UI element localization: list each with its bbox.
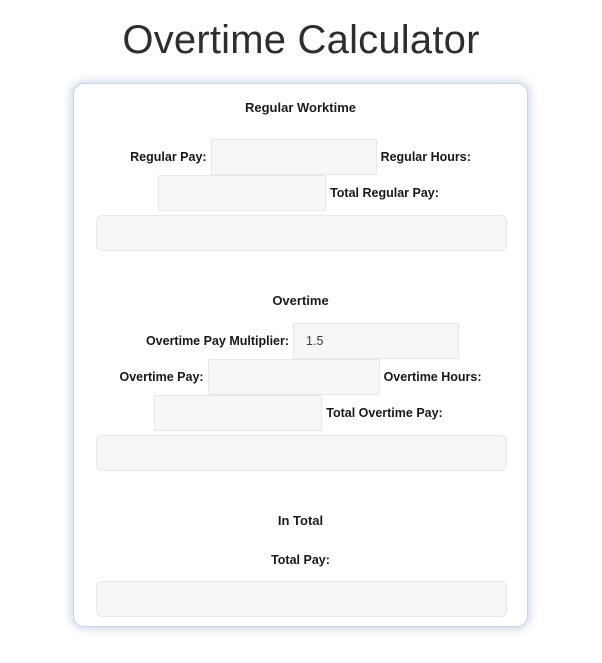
- total-pay-label: Total Pay:: [271, 553, 330, 567]
- overtime-hours-input[interactable]: [154, 395, 322, 431]
- overtime-pay-multiplier-label: Overtime Pay Multiplier:: [145, 334, 290, 348]
- spacer: [96, 251, 505, 291]
- overtime-pay-multiplier-input[interactable]: [293, 323, 459, 359]
- total-regular-pay-label: Total Regular Pay:: [330, 186, 439, 200]
- regular-pay-input[interactable]: [211, 139, 377, 175]
- total-pay-input[interactable]: [96, 581, 507, 617]
- spacer: [96, 118, 505, 139]
- in-total-fields: [96, 543, 505, 577]
- total-overtime-pay-input[interactable]: [96, 435, 507, 471]
- overtime-hours-label: Overtime Hours:: [383, 370, 482, 384]
- section-heading-overtime: Overtime: [272, 293, 329, 308]
- spacer: [96, 311, 505, 323]
- overtime-pay-input[interactable]: [208, 359, 380, 395]
- total-overtime-pay-label: Total Overtime Pay:: [326, 406, 443, 420]
- calculator-card-inner: [74, 84, 527, 617]
- calculator-card: [73, 83, 528, 627]
- regular-worktime-fields: [96, 139, 505, 211]
- total-regular-pay-input[interactable]: [96, 215, 507, 251]
- page-title: Overtime Calculator: [122, 18, 480, 62]
- spacer: [96, 531, 505, 543]
- overtime-fields: [96, 323, 505, 431]
- overtime-pay-label: Overtime Pay:: [119, 370, 204, 384]
- regular-hours-input[interactable]: [158, 175, 326, 211]
- section-heading-regular-worktime: Regular Worktime: [244, 100, 356, 115]
- regular-hours-label: Regular Hours:: [380, 150, 471, 164]
- spacer: [96, 471, 505, 511]
- section-heading-in-total: In Total: [277, 513, 324, 528]
- regular-pay-label: Regular Pay:: [130, 150, 207, 164]
